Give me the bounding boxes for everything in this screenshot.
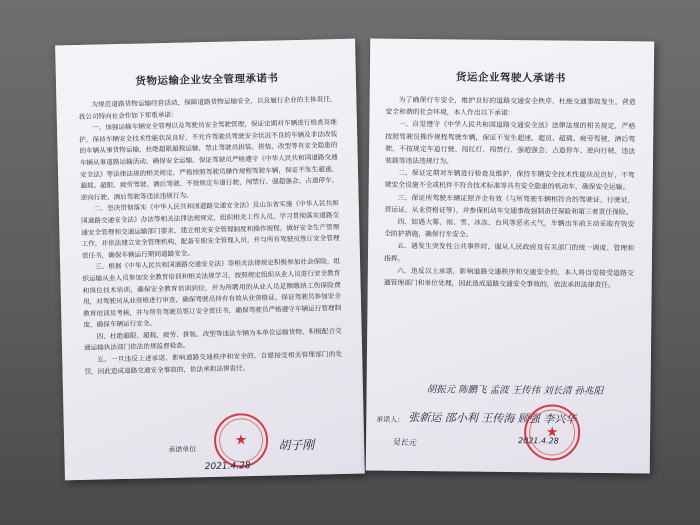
right-doc-date: 2021.4.28 [518, 436, 559, 446]
left-doc-title: 货物运输企业安全管理承诺书 [135, 72, 279, 88]
right-doc-signatures-top: 胡振元 陈鹏飞 孟波 王传伟 刘长清 孙兆阳 [426, 384, 604, 397]
right-doc-paragraph-3: 三、保证所驾驶车辆证照齐全有效（与所驾驶车辆相符合的驾驶证，行驶证，营运证，从业资格证等），并参保机动车交通事故强制责任保险和第三者责任保险。 [384, 193, 635, 217]
right-doc-title: 货运企业驾驶人承诺书 [455, 71, 566, 85]
right-doc-paragraph-6: 六、违反以上承诺，影响道路交通秩序和交通安全的，本人将自觉接受道路交通管理部门和单位处理，因此造成道路交通安全事故的，依法承担法律责任。 [383, 266, 634, 290]
company-seal-left [214, 413, 269, 468]
right-doc-paragraph-4: 四、如遇大雾、雨、雪、冰冻、台风等恶劣天气，车辆出车前主动采取有效安全防护措施，确保行车安全。 [384, 217, 635, 239]
left-document [55, 39, 365, 481]
right-doc-footer-label: 承诺人： [376, 415, 405, 424]
right-doc-signature-extra: 吴长元 [391, 437, 417, 448]
right-document [366, 39, 655, 474]
left-doc-paragraph-5: 五、一旦违反上述承诺，影响道路交通秩序和安全的，自愿接受相关管理部门的处罚，因此造成道路交通安全事故的，依法承担法律责任。 [84, 350, 343, 376]
right-doc-signatures-bottom: 张新运 邵小利 王传海 顾强 李兴华 [408, 410, 577, 426]
right-doc-paragraph-5: 五、遇发生突发性公共事件时，服从人民政府及有关部门的统一调度、管理和指挥。 [383, 242, 635, 263]
left-doc-paragraph-1: 一、加强运输车辆安全管理以及驾驶员安全驾驶管理，保证定期对车辆进行检查及维护，保持车辆安全技术性能状况良好，不允许驾驶员驾驶安全状况不良的车辆及非法改装的车辆从事货物运输，杜绝超限超载运输，禁止驾驶员拼装、拼装、改型等有安全隐患的车辆从事道路运输活动，确保安全运输。保证驾驶员严格遵守《中华人民共和国道路交通安全法》等法律法规的相关规定，严格按照驾驶员操作规程驾驶车辆，保证不发生超速、超载、超限、疲劳驾驶、酒后驾驶、不按规定车道行驶、闯禁行、强超强会、占道停车、逆向行驶、酒后驾驶等违法违规行为。 [79, 118, 339, 202]
seal-star-icon: ★ [545, 424, 559, 441]
left-doc-signature: 胡子刚 [278, 437, 315, 453]
right-doc-paragraph-1: 一、自觉遵守《中华人民共和国道路交通安全法》法律法规的相关规定，严格按照驾驶员操作规程驾驶车辆，保证不发生超速、超员、超载、疲劳驾驶、酒后驾驶、不按规定车道行驶、闯红灯、闯禁行、强超强会、占道停车、逆向行驶、违法装载等违法违规行为。 [384, 120, 636, 166]
right-doc-paragraph-2: 二、保证定期对车辆进行检查及维护，保持车辆安全技术性能状况良好，不驾驶安全设施不全或机件不符合技术标准等具有安全隐患的机动车，确保安全运输。 [384, 169, 635, 192]
left-doc-date: 2021.4.28 [204, 461, 251, 473]
seal-star-icon: ★ [234, 432, 248, 449]
right-doc-paragraph-intro: 为了确保行车安全，维护良好的道路交通安全秩序，杜绝交通事故发生，营造安全和谐的社会环境，本人作出以下承诺： [385, 95, 636, 118]
left-doc-paragraph-3: 三、根据《中华人民共和国道路交通安全法》等相关法律规定积极参加社会保险，组织运输从业人员参加安全教育培训和相关法规学习，按照规定组织从业人员进行安全教育和岗位技术培训，确保安全教育培训到位，并为所聘用的从业人员足额缴纳工伤保险费用，对驾驶员从业资格进行审查，确保驾驶员持有有效从业资格证，保证驾驶员参加安全教育培训及考核，并与所有驾驶员签订安全责任书，确保驾驶员严格遵守车辆运行管理制度，确保车辆运行安全。 [82, 257, 342, 330]
left-doc-footer-label: 承诺单位 [168, 445, 197, 454]
left-doc-paragraph-2: 二、坚决贯彻落实《中华人民共和国道路交通安全法》及山东省实施《中华人民共和国道路交通安全法》办法等相关法律法规规定，组织相关工作人员，学习贯彻落实道路交通安全管理和交通运输部门要求，建立相关安全管理制度和操作规程，做好安全生产管理工作，并依法建立安全管理机构，配备专职安全管理人员，并与所有驾驶员签订安全管理责任书，确保车辆运行期间道路安全。 [80, 199, 340, 260]
left-doc-paragraph-4: 四、杜绝超限、超载、疲劳、拼装、改型等违法车辆为本单位运输货物，积极配合交通运输执法部门依法依规监督检查。 [83, 326, 342, 353]
left-doc-paragraph-intro: 为规范道路货物运输经营活动，保障道路货物运输安全，以及履行企业的主体责任，我公司特向社会作如下郑重承诺： [78, 95, 337, 121]
company-seal-right [524, 404, 581, 461]
